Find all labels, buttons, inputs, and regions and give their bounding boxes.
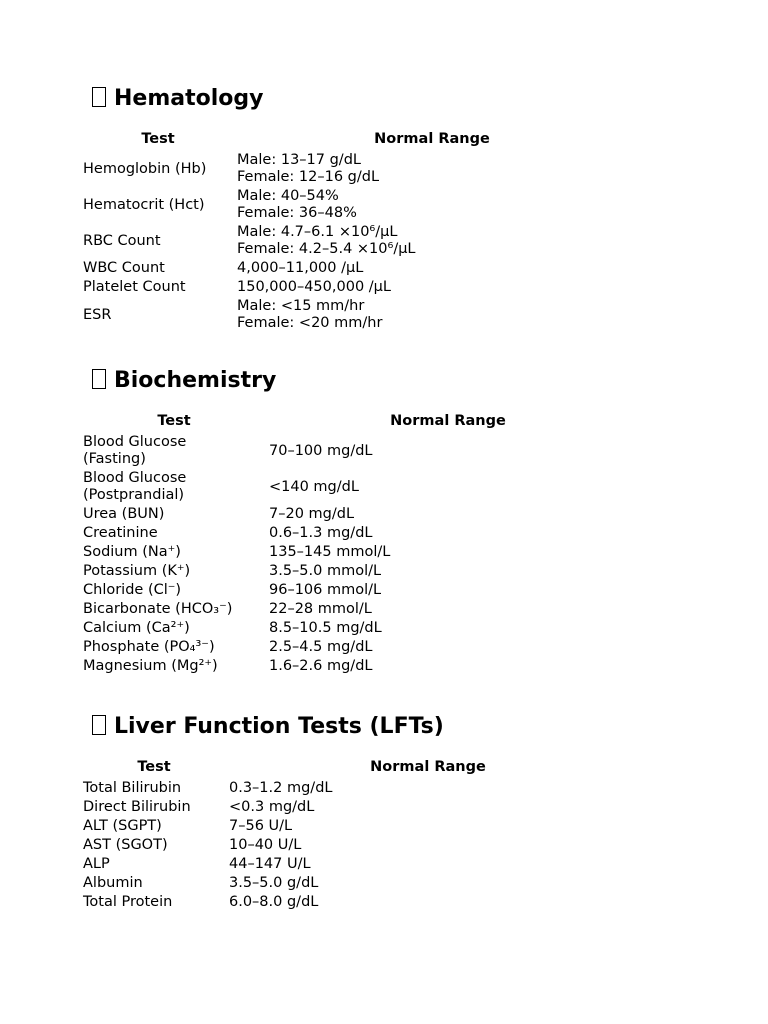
table-row [81,874,629,893]
column-header-range: Normal Range [370,759,486,775]
test-name-cell: Direct Bilirubin [83,799,191,815]
column-header-range: Normal Range [390,413,506,429]
section-title-text: Biochemistry [114,368,277,393]
test-name-line: Blood Glucose [83,434,187,450]
normal-range-line: <140 mg/dL [269,478,359,495]
normal-range-line: 70–100 mg/dL [269,442,373,459]
normal-range-cell [227,836,629,855]
normal-range-line: 44–147 U/L [229,856,311,872]
test-name-cell: WBC Count [83,260,165,276]
section-title-text: Hematology [114,86,264,111]
normal-range-line: 7–56 U/L [229,818,293,834]
column-header-test: Test [137,759,171,775]
normal-range-line: Male: <15 mm/hr [237,298,365,314]
table-row [81,469,629,505]
test-name-cell: Magnesium (Mg²⁺) [83,658,218,674]
normal-range-cell [235,297,629,333]
column-header-test: Test [157,413,191,429]
normal-range-cell [267,505,629,524]
normal-range-line: Female: <20 mm/hr [237,315,383,331]
normal-range-cell [267,469,629,505]
test-name-cell: Platelet Count [83,279,186,295]
section-title [92,714,444,740]
table-row [81,433,629,469]
normal-range-line: 8.5–10.5 mg/dL [269,620,382,636]
normal-range-cell [267,543,629,562]
box-glyph-icon [92,87,106,107]
test-name-cell: Total Bilirubin [83,780,182,796]
biochemistry-table [81,413,629,676]
test-name-cell: ALT (SGPT) [83,818,162,834]
normal-range-cell [227,798,629,817]
table-row [81,562,629,581]
table-row [81,817,629,836]
table-row [81,798,629,817]
normal-range-cell [227,817,629,836]
test-name-cell: Hemoglobin (Hb) [83,160,207,177]
normal-range-line: 7–20 mg/dL [269,506,355,522]
normal-range-cell [235,151,629,187]
table-row [81,259,629,278]
normal-range-cell [267,581,629,600]
normal-range-cell [267,657,629,676]
test-name-cell: RBC Count [83,232,161,249]
box-glyph-icon [92,369,106,389]
normal-range-cell [235,278,629,297]
table-row [81,581,629,600]
normal-range-cell [235,187,629,223]
section-title [92,86,263,112]
normal-range-cell [267,433,629,469]
table-row [81,836,629,855]
table-row [81,855,629,874]
normal-range-line: Female: 4.2–5.4 ×10⁶/µL [237,241,416,257]
test-name-cell [81,433,267,469]
test-name-cell: Phosphate (PO₄³⁻) [83,639,215,655]
column-header-range: Normal Range [374,131,490,147]
normal-range-cell [267,638,629,657]
table-row [81,278,629,297]
normal-range-cell [235,223,629,259]
normal-range-cell [227,874,629,893]
test-name-cell: Sodium (Na⁺) [83,544,181,560]
box-glyph-icon [92,715,106,735]
table-row [81,619,629,638]
table-row [81,223,629,259]
normal-range-line: 22–28 mmol/L [269,601,372,617]
table-row [81,657,629,676]
liver-function-table [81,759,629,912]
normal-range-line: 0.3–1.2 mg/dL [229,780,333,796]
test-name-line: Blood Glucose [83,470,187,486]
normal-range-line: <0.3 mg/dL [229,799,315,815]
normal-range-line: 150,000–450,000 /µL [237,279,391,295]
normal-range-cell [267,562,629,581]
normal-range-cell [227,893,629,912]
test-name-cell: ESR [83,306,112,323]
table-row [81,524,629,543]
normal-range-line: 3.5–5.0 mmol/L [269,563,382,579]
table-row [81,151,629,187]
normal-range-line: 0.6–1.3 mg/dL [269,525,373,541]
table-row [81,638,629,657]
test-name-cell: Potassium (K⁺) [83,563,191,579]
normal-range-line: Female: 12–16 g/dL [237,169,380,185]
normal-range-line: 96–106 mmol/L [269,582,382,598]
table-row [81,600,629,619]
normal-range-cell [267,524,629,543]
normal-range-line: 4,000–11,000 /µL [237,260,364,276]
normal-range-line: Male: 13–17 g/dL [237,152,361,168]
test-name-cell: ALP [83,856,110,872]
test-name-cell: Chloride (Cl⁻) [83,582,182,598]
test-name-cell: Bicarbonate (HCO₃⁻) [83,601,233,617]
table-row [81,779,629,798]
test-name-cell: Albumin [83,875,143,891]
normal-range-cell [227,779,629,798]
normal-range-cell [235,259,629,278]
section-title [92,368,276,394]
test-name-line: (Postprandial) [83,487,185,503]
table-row [81,297,629,333]
normal-range-line: 3.5–5.0 g/dL [229,875,319,891]
normal-range-line: 10–40 U/L [229,837,302,853]
normal-range-line: Female: 36–48% [237,205,357,221]
table-row [81,505,629,524]
normal-range-line: 2.5–4.5 mg/dL [269,639,373,655]
test-name-cell: Calcium (Ca²⁺) [83,620,190,636]
test-name-cell [81,469,267,505]
normal-range-line: Male: 40–54% [237,188,339,204]
hematology-table [81,131,629,333]
column-header-test: Test [141,131,175,147]
table-row [81,543,629,562]
normal-range-line: Male: 4.7–6.1 ×10⁶/µL [237,224,398,240]
test-name-cell: Creatinine [83,525,158,541]
test-name-cell: AST (SGOT) [83,837,168,853]
table-row [81,187,629,223]
table-row [81,893,629,912]
normal-range-line: 135–145 mmol/L [269,544,391,560]
normal-range-cell [227,855,629,874]
normal-range-line: 6.0–8.0 g/dL [229,894,319,910]
test-name-cell: Hematocrit (Hct) [83,196,205,213]
normal-range-cell [267,619,629,638]
test-name-line: (Fasting) [83,451,146,467]
normal-range-line: 1.6–2.6 mg/dL [269,658,373,674]
section-title-text: Liver Function Tests (LFTs) [114,714,444,739]
test-name-cell: Total Protein [83,894,173,910]
test-name-cell: Urea (BUN) [83,506,165,522]
normal-range-cell [267,600,629,619]
